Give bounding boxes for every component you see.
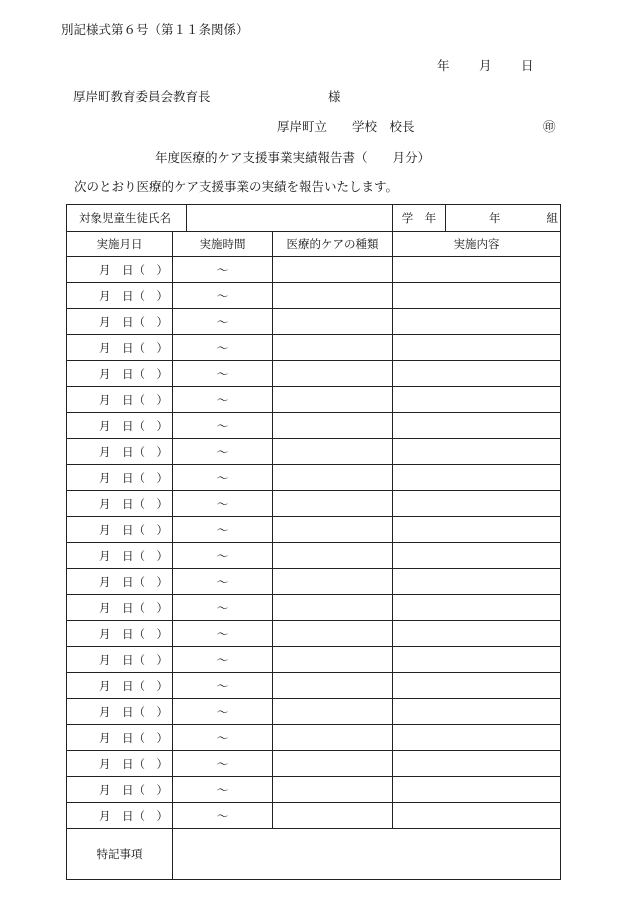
content-cell[interactable]	[393, 309, 561, 335]
care-type-cell[interactable]	[273, 283, 393, 309]
intro-text: 次のとおり医療的ケア支援事業の実績を報告いたします。	[74, 179, 399, 194]
table-row	[67, 621, 561, 647]
content-cell[interactable]	[393, 621, 561, 647]
table-row	[67, 699, 561, 725]
time-cell[interactable]: 〜	[173, 803, 273, 829]
content-cell[interactable]	[393, 257, 561, 283]
date-cell[interactable]: 月 日（ ）	[67, 673, 173, 699]
care-type-cell[interactable]	[273, 543, 393, 569]
report-table	[66, 204, 561, 880]
content-cell[interactable]	[393, 673, 561, 699]
time-cell[interactable]: 〜	[173, 569, 273, 595]
date-cell[interactable]: 月 日（ ）	[67, 569, 173, 595]
time-cell[interactable]: 〜	[173, 387, 273, 413]
content-cell[interactable]	[393, 777, 561, 803]
date-cell[interactable]: 月 日（ ）	[67, 283, 173, 309]
time-cell[interactable]: 〜	[173, 543, 273, 569]
student-name-label: 対象児童生徒氏名	[67, 205, 187, 232]
date-cell[interactable]: 月 日（ ）	[67, 725, 173, 751]
table-row	[67, 725, 561, 751]
content-cell[interactable]	[393, 439, 561, 465]
time-cell[interactable]: 〜	[173, 751, 273, 777]
remarks-label: 特記事項	[67, 829, 173, 880]
date-cell[interactable]: 月 日（ ）	[67, 465, 173, 491]
form-reference: 別記様式第６号（第１１条関係）	[61, 22, 249, 37]
care-type-cell[interactable]	[273, 361, 393, 387]
student-row	[67, 205, 561, 232]
addressee: 厚岸町教育委員会教育長	[73, 89, 211, 104]
date-cell[interactable]: 月 日（ ）	[67, 803, 173, 829]
table-row	[67, 569, 561, 595]
content-cell[interactable]	[393, 517, 561, 543]
care-type-cell[interactable]	[273, 699, 393, 725]
date-cell[interactable]: 月 日（ ）	[67, 387, 173, 413]
seal-mark: ㊞	[543, 119, 556, 134]
table-row	[67, 387, 561, 413]
table-row	[67, 283, 561, 309]
care-type-cell[interactable]	[273, 595, 393, 621]
table-row	[67, 465, 561, 491]
time-cell[interactable]: 〜	[173, 621, 273, 647]
content-cell[interactable]	[393, 283, 561, 309]
care-type-cell[interactable]	[273, 777, 393, 803]
care-type-cell[interactable]	[273, 257, 393, 283]
care-type-cell[interactable]	[273, 621, 393, 647]
content-cell[interactable]	[393, 803, 561, 829]
content-cell[interactable]	[393, 569, 561, 595]
remarks-field[interactable]	[173, 829, 561, 880]
care-type-cell[interactable]	[273, 647, 393, 673]
table-row	[67, 413, 561, 439]
content-cell[interactable]	[393, 335, 561, 361]
grade-block	[393, 205, 561, 232]
content-cell[interactable]	[393, 491, 561, 517]
table-row	[67, 647, 561, 673]
table-row	[67, 439, 561, 465]
grade-label: 学 年	[393, 205, 446, 231]
time-cell[interactable]: 〜	[173, 673, 273, 699]
date-cell[interactable]: 月 日（ ）	[67, 751, 173, 777]
time-cell[interactable]: 〜	[173, 517, 273, 543]
sender-school-principal: 厚岸町立 学校 校長	[277, 119, 415, 134]
table-row	[67, 751, 561, 777]
care-type-cell[interactable]	[273, 491, 393, 517]
time-cell[interactable]: 〜	[173, 257, 273, 283]
time-cell[interactable]: 〜	[173, 309, 273, 335]
date-cell[interactable]: 月 日（ ）	[67, 309, 173, 335]
care-type-cell[interactable]	[273, 465, 393, 491]
content-cell[interactable]	[393, 413, 561, 439]
date-cell[interactable]: 月 日（ ）	[67, 335, 173, 361]
date-cell[interactable]: 月 日（ ）	[67, 777, 173, 803]
col-header-time: 実施時間	[173, 232, 273, 257]
care-type-cell[interactable]	[273, 517, 393, 543]
content-cell[interactable]	[393, 387, 561, 413]
table-row	[67, 491, 561, 517]
care-type-cell[interactable]	[273, 387, 393, 413]
content-cell[interactable]	[393, 543, 561, 569]
remarks-row	[67, 829, 561, 880]
time-cell[interactable]: 〜	[173, 595, 273, 621]
date-cell[interactable]: 月 日（ ）	[67, 413, 173, 439]
col-header-care-type: 医療的ケアの種類	[273, 232, 393, 257]
table-row	[67, 595, 561, 621]
table-row	[67, 309, 561, 335]
care-type-cell[interactable]	[273, 335, 393, 361]
care-type-cell[interactable]	[273, 725, 393, 751]
document-title: 年度医療的ケア支援事業実績報告書（ 月分）	[155, 150, 431, 165]
honorific: 様	[328, 89, 341, 104]
table-row	[67, 803, 561, 829]
time-cell[interactable]: 〜	[173, 465, 273, 491]
date-cell[interactable]: 月 日（ ）	[67, 595, 173, 621]
time-cell[interactable]: 〜	[173, 491, 273, 517]
content-cell[interactable]	[393, 595, 561, 621]
content-cell[interactable]	[393, 647, 561, 673]
time-cell[interactable]: 〜	[173, 647, 273, 673]
care-type-cell[interactable]	[273, 803, 393, 829]
date-cell[interactable]: 月 日（ ）	[67, 543, 173, 569]
table-row	[67, 777, 561, 803]
date-line	[437, 56, 534, 74]
care-type-cell[interactable]	[273, 309, 393, 335]
time-cell[interactable]: 〜	[173, 439, 273, 465]
date-cell[interactable]: 月 日（ ）	[67, 361, 173, 387]
time-cell[interactable]: 〜	[173, 283, 273, 309]
col-header-content: 実施内容	[393, 232, 561, 257]
time-cell[interactable]: 〜	[173, 699, 273, 725]
date-year-label: 年	[437, 58, 450, 73]
date-month-label: 月	[479, 58, 492, 73]
time-cell[interactable]: 〜	[173, 777, 273, 803]
table-row	[67, 543, 561, 569]
table-row	[67, 257, 561, 283]
date-cell[interactable]: 月 日（ ）	[67, 257, 173, 283]
care-type-cell[interactable]	[273, 413, 393, 439]
content-cell[interactable]	[393, 699, 561, 725]
date-day-label: 日	[521, 58, 534, 73]
time-cell[interactable]: 〜	[173, 361, 273, 387]
time-cell[interactable]: 〜	[173, 335, 273, 361]
date-cell[interactable]: 月 日（ ）	[67, 439, 173, 465]
care-type-cell[interactable]	[273, 751, 393, 777]
table-row	[67, 361, 561, 387]
content-cell[interactable]	[393, 361, 561, 387]
date-cell[interactable]: 月 日（ ）	[67, 699, 173, 725]
date-cell[interactable]: 月 日（ ）	[67, 621, 173, 647]
time-cell[interactable]: 〜	[173, 725, 273, 751]
content-cell[interactable]	[393, 751, 561, 777]
content-cell[interactable]	[393, 725, 561, 751]
date-cell[interactable]: 月 日（ ）	[67, 517, 173, 543]
content-cell[interactable]	[393, 465, 561, 491]
time-cell[interactable]: 〜	[173, 413, 273, 439]
column-header-row	[67, 232, 561, 257]
date-cell[interactable]: 月 日（ ）	[67, 491, 173, 517]
care-type-cell[interactable]	[273, 569, 393, 595]
grade-class-field[interactable]: 年 組	[489, 211, 558, 225]
care-type-cell[interactable]	[273, 439, 393, 465]
care-type-cell[interactable]	[273, 673, 393, 699]
table-row	[67, 673, 561, 699]
student-name-field[interactable]	[187, 205, 393, 232]
col-header-date: 実施月日	[67, 232, 173, 257]
date-cell[interactable]: 月 日（ ）	[67, 647, 173, 673]
table-row	[67, 517, 561, 543]
table-row	[67, 335, 561, 361]
